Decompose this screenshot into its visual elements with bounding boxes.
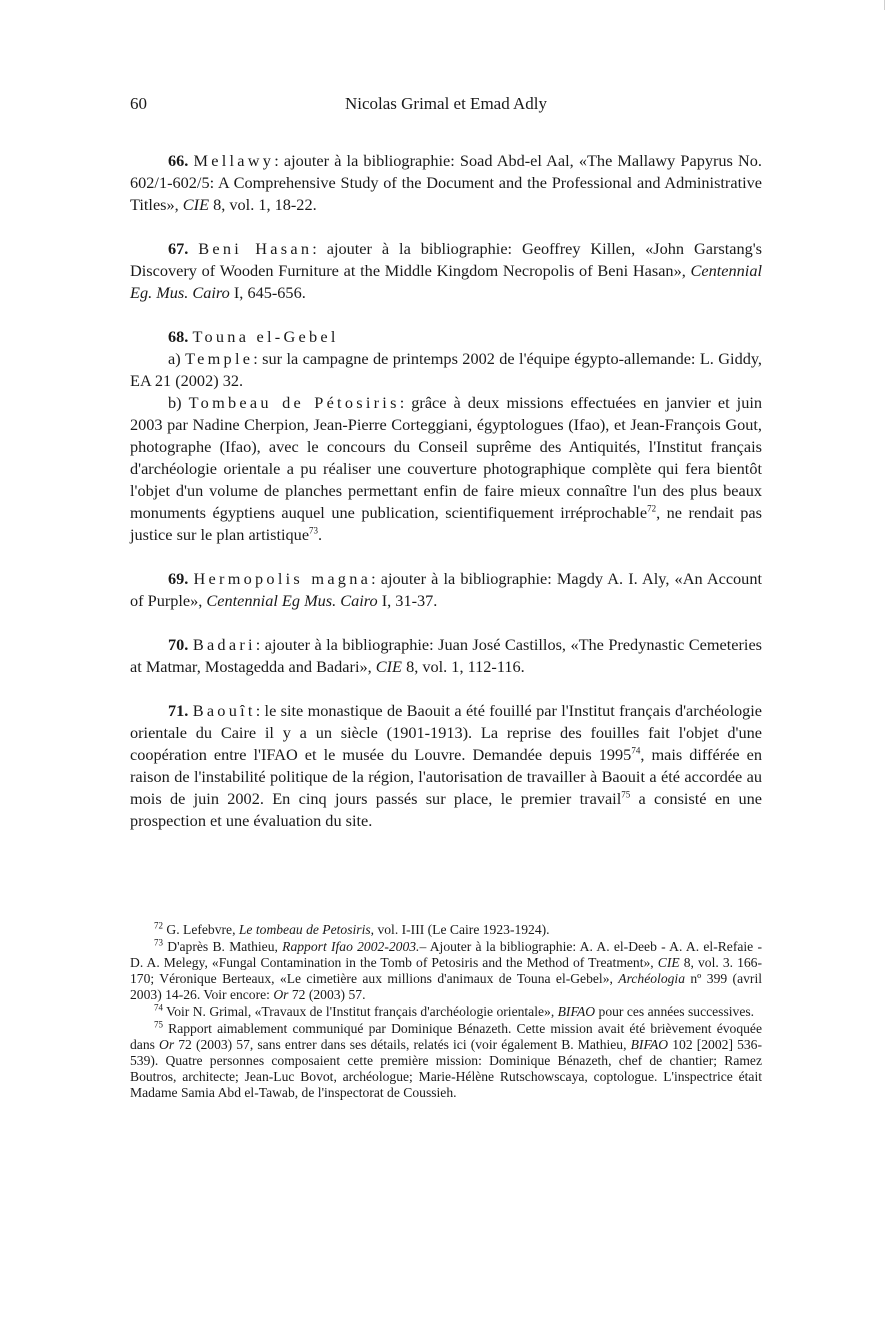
entry-text: 8, vol. 1, 112-116. xyxy=(402,657,525,676)
colon: : xyxy=(312,239,317,258)
colon: : xyxy=(255,701,261,720)
site-name: Hermopolis magna xyxy=(193,569,372,588)
italic-citation: CIE xyxy=(375,657,402,676)
site-name: Touna el-Gebel xyxy=(192,327,339,346)
italic-citation: Archéologia xyxy=(618,971,685,986)
entry-67 xyxy=(130,238,762,304)
entry-71 xyxy=(130,700,762,832)
entry-68-heading xyxy=(130,326,762,348)
footnote-text: Voir N. Grimal, «Travaux de l'Institut français d'archéologie orientale», xyxy=(163,1004,558,1019)
italic-citation: BIFAO xyxy=(630,1037,669,1052)
entry-68 xyxy=(130,326,762,546)
footnote-text: pour ces années successives. xyxy=(595,1004,755,1019)
site-name: Mellawy xyxy=(193,151,275,170)
footnote-73 xyxy=(130,939,762,1003)
entry-text: , mais différée en raison de l'instabilité politique de la région, l'autorisation de travailler à Baouit a été accordée au mois de juin 2002. En cinq jours passés sur place, le premier travail xyxy=(130,745,762,808)
entry-number: 70. xyxy=(168,635,189,654)
entry-text: I, 645-656. xyxy=(229,283,306,302)
footnote-mark: 75 xyxy=(154,1019,163,1030)
colon: : xyxy=(253,349,258,368)
entry-70 xyxy=(130,634,762,678)
entry-number: 69. xyxy=(168,569,189,588)
italic-citation: Rapport Ifao 2002-2003. xyxy=(282,939,420,954)
site-name: Beni Hasan xyxy=(198,239,313,258)
sub-site-name: Temple xyxy=(185,349,254,368)
page-number: 60 xyxy=(130,94,147,113)
footnote-ref-75[interactable]: 75 xyxy=(621,789,631,800)
footnote-mark: 74 xyxy=(154,1002,163,1013)
italic-citation: Centennial Eg. Mus. Cairo xyxy=(130,261,762,302)
entry-text: ajouter à la bibliographie: Geoffrey Killen, «John Garstang's Discovery of Wooden Furniture at the Middle Kingdom Necropolis of Beni Hasan», xyxy=(130,239,762,280)
site-name: Baouît xyxy=(192,701,256,720)
footnote-text: nº 399 (avril 2003) 14-26. Voir encore: xyxy=(130,971,762,1002)
footnote-72 xyxy=(130,922,762,938)
entry-text: ajouter à la bibliographie: Magdy A. I. Aly, «An Account of Purple», xyxy=(130,569,762,610)
footnote-75 xyxy=(130,1021,762,1101)
entry-text: , ne rendait pas justice sur le plan artistique xyxy=(130,503,762,544)
italic-citation: Le tombeau de Petosiris xyxy=(238,922,371,937)
footnotes xyxy=(130,922,762,1102)
entry-number: 67. xyxy=(168,239,189,258)
running-head: Nicolas Grimal et Emad Adly xyxy=(344,94,548,113)
footnote-text: – Ajouter à la bibliographie: A. A. el-Deeb - A. A. el-Refaie - D. A. Melegy, «Fungal Contamination in the Tomb of Petosiris and the Method of Treatment», xyxy=(130,939,762,970)
colon: : xyxy=(274,151,279,170)
italic-citation: BIFAO xyxy=(557,1004,596,1019)
footnote-text: 8, vol. 3. 166-170; Véronique Berteaux, «Le cimetière aux millions d'animaux de Touna el-Gebel», xyxy=(130,955,762,986)
footnote-text: Rapport aimablement communiqué par Dominique Bénazeth. Cette mission avait été brièvement évoquée dans xyxy=(130,1021,762,1052)
entry-text: 8, vol. 1, 18-22. xyxy=(209,195,317,214)
entry-number: 71. xyxy=(168,701,189,720)
footnote-ref-72[interactable]: 72 xyxy=(647,503,657,514)
entry-68-b xyxy=(130,392,762,546)
entry-text: ajouter à la bibliographie: Juan José Castillos, «The Predynastic Cemeteries at Matmar, Mostagedda and Badari», xyxy=(130,635,763,676)
page-header xyxy=(130,94,762,118)
entry-text: sur la campagne de printemps 2002 de l'équipe égypto-allemande: L. Giddy, EA 21 (2002) 32. xyxy=(130,349,762,390)
entry-69 xyxy=(130,568,762,612)
italic-citation: CIE xyxy=(657,955,680,970)
sub-label: b) xyxy=(168,393,189,412)
footnote-text: 72 (2003) 57. xyxy=(288,987,366,1002)
entry-text: I, 31-37. xyxy=(377,591,438,610)
footnote-text: , vol. I-III (Le Caire 1923-1924). xyxy=(370,922,550,937)
footnote-text: G. Lefebvre, xyxy=(163,922,239,937)
colon: : xyxy=(371,569,376,588)
entry-66 xyxy=(130,150,762,216)
footnote-text: 102 [2002] 536-539). Quatre personnes composaient cette première mission: Dominique Bénazeth, chef de chantier; Ramez Boutros, architecte; Jean-Luc Bovot, archéologue; Marie-Hélène Rutschowscaya, coptologue. L'inspectrice était Madame Samia Abd el-Tawab, de l'inspectorat de Coussieh. xyxy=(130,1037,762,1100)
entry-number: 66. xyxy=(168,151,189,170)
entry-text: grâce à deux missions effectuées en janvier et juin 2003 par Nadine Cherpion, Jean-Pierre Corteggiani, égyptologues (Ifao), et Jean-François Gout, photographe (Ifao), avec le concours du Conseil suprême des Antiquités, l'Institut français d'archéologie orientale a pu réaliser une couverture photographique complète qui fera bientôt l'objet d'un volume de planches permettant enfin de faire mieux connaître l'un des plus beaux monuments égyptiens auquel une publication, scientifiquement irréprochable xyxy=(130,393,762,522)
italic-citation: CIE xyxy=(182,195,210,214)
italic-citation: Centennial Eg Mus. Cairo xyxy=(206,591,378,610)
colon: : xyxy=(399,393,405,412)
main-text xyxy=(130,150,762,854)
footnote-text: 72 (2003) 57, sans entrer dans ses détails, relatés ici (voir également B. Mathieu, xyxy=(174,1037,631,1052)
entry-68-a xyxy=(130,348,762,392)
sub-label: a) xyxy=(168,349,186,368)
footnote-mark: 73 xyxy=(154,937,163,948)
footnote-mark: 72 xyxy=(154,920,163,931)
entry-text: ajouter à la bibliographie: Soad Abd-el Aal, «The Mallawy Papyrus No. 602/1-602/5: A Comprehensive Study of the Document and the Professional and Administrative Titles», xyxy=(130,151,762,214)
footnote-74 xyxy=(130,1004,762,1020)
footnote-ref-74[interactable]: 74 xyxy=(631,745,641,756)
italic-citation: Or xyxy=(159,1037,175,1052)
entry-text: . xyxy=(318,525,323,544)
italic-citation: Or xyxy=(273,987,289,1002)
footnote-text: D'après B. Mathieu, xyxy=(163,939,283,954)
sub-site-name: Tombeau de Pétosiris xyxy=(188,393,400,412)
entry-text: le site monastique de Baouit a été fouillé par l'Institut français d'archéologie orientale du Caire il y a un siècle (1901-1913). La reprise des fouilles fait l'objet d'une coopération entre l'IFAO et le musée du Louvre. Demandée depuis 1995 xyxy=(130,701,762,764)
entry-number: 68. xyxy=(168,327,189,346)
site-name: Badari xyxy=(192,635,256,654)
colon: : xyxy=(255,635,261,654)
entry-text: a consisté en une prospection et une évaluation du site. xyxy=(130,789,762,830)
footnote-ref-73[interactable]: 73 xyxy=(309,525,319,536)
